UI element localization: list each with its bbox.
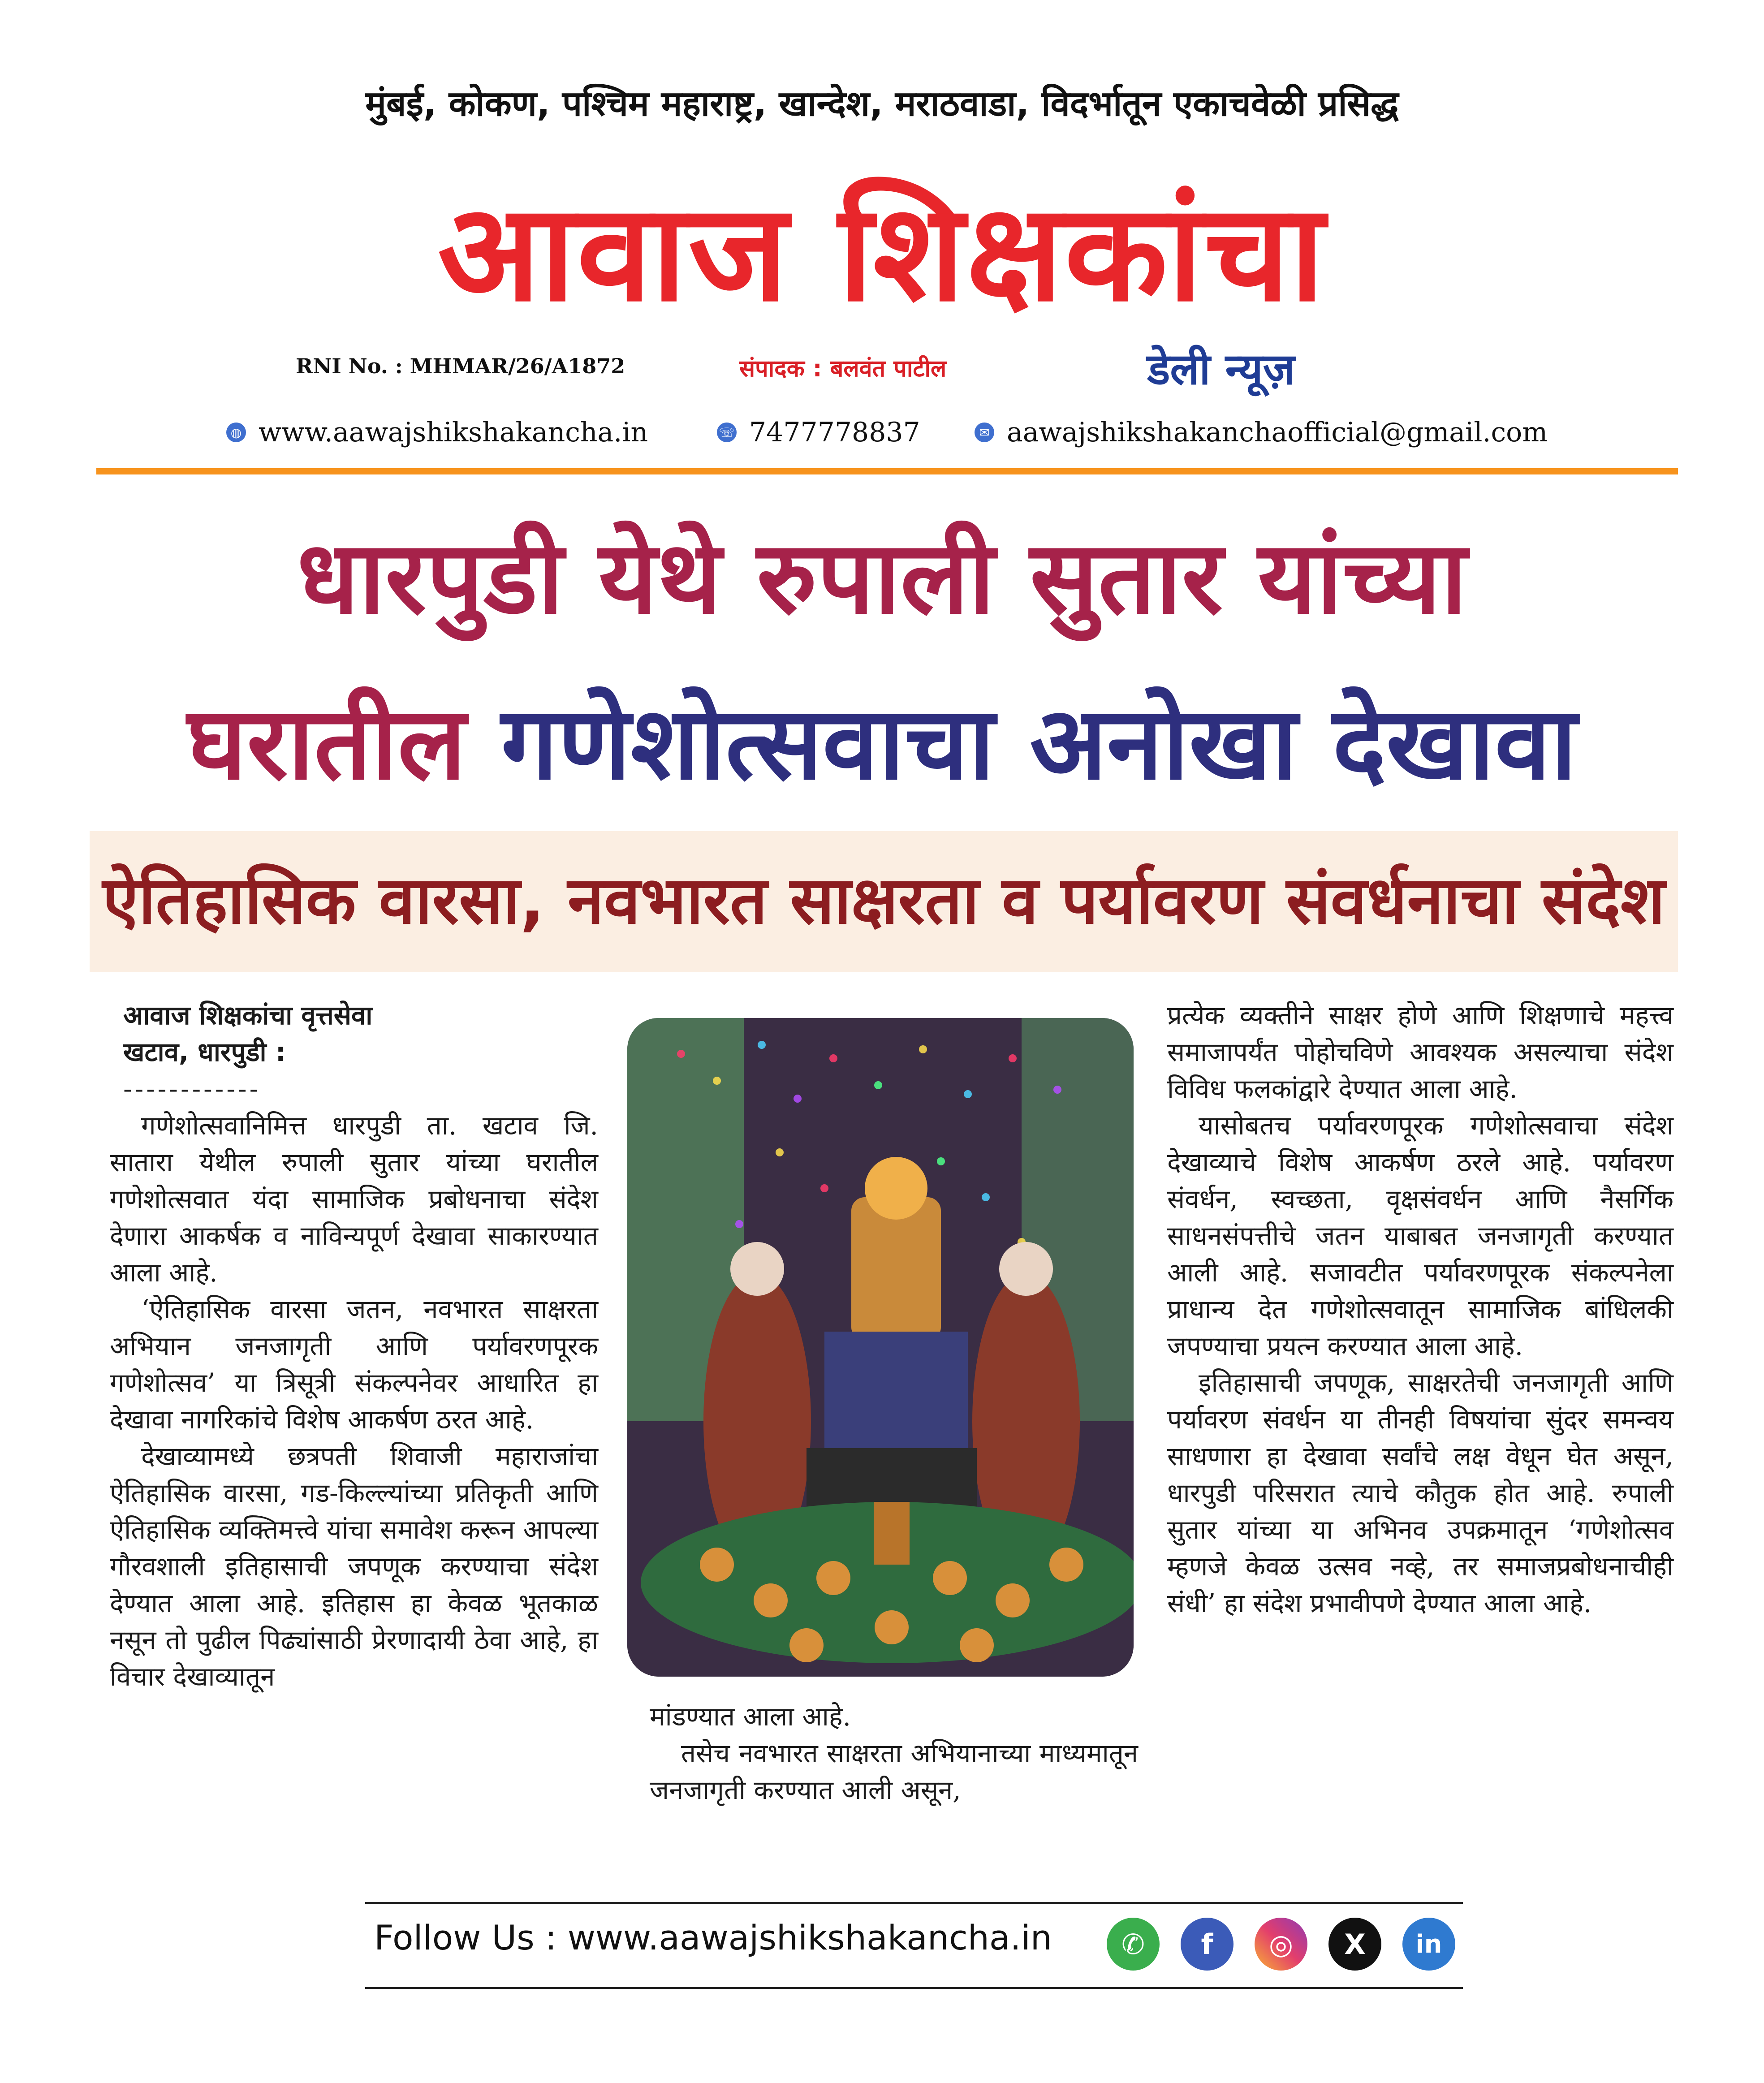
paragraph: ‘ऐतिहासिक वारसा जतन, नवभारत साक्षरता अभियान जनजागृती आणि पर्यावरणपूरक गणेशोत्सव’ या त्रिसूत्री संकल्पनेवर आधारित हा देखावा नागरिकांचे विशेष आकर्षण ठरत आहे.	[110, 1294, 598, 1435]
footer-top-rule	[365, 1902, 1463, 1904]
follow-us-link[interactable]: Follow Us : www.aawajshikshakancha.in	[374, 1918, 1052, 1958]
rni-number: RNI No. : MHMAR/26/A1872	[296, 354, 625, 378]
daily-news-label: डेली न्यूज़	[1147, 344, 1295, 394]
globe-icon: ◍	[226, 423, 246, 442]
byline-divider: ------------	[123, 1074, 261, 1104]
article-column-1	[110, 997, 598, 1695]
paragraph: तसेच नवभारत साक्षरता अभियानाच्या माध्यमातून जनजागृती करण्यात आली असून,	[650, 1738, 1138, 1805]
paragraph: देखाव्यामध्ये छत्रपती शिवाजी महाराजांचा ऐतिहासिक वारसा, गड-किल्ल्यांच्या प्रतिकृती आणि ऐतिहासिक व्यक्तिमत्त्वे यांचा समावेश करून आपल्या गौरवशाली इतिहासाची जपणूक करण्याचा संदेश देण्यात आला आहे. इतिहास हा केवळ भूतकाळ नसून तो पुढील पिढ्यांसाठी प्रेरणादायी ठेवा आहे, हा विचार देखाव्यातून	[110, 1441, 598, 1692]
masthead-title: आवाज शिक्षकांचा	[437, 175, 1327, 331]
phone-text[interactable]: 7477778837	[749, 417, 920, 448]
paragraph: मांडण्यात आला आहे.	[650, 1701, 851, 1732]
editor-name: संपादक : बलवंत पाटील	[739, 355, 947, 382]
photo-illustration	[627, 1018, 1134, 1677]
byline-agency: आवाज शिक्षकांचा वृत्तसेवा	[123, 1000, 373, 1031]
ganesh-decoration-photo	[627, 1018, 1134, 1677]
headline-line-2	[0, 681, 1764, 806]
article-column-3	[1167, 997, 1673, 1622]
masthead-divider	[96, 468, 1678, 474]
contact-phone[interactable]	[717, 417, 920, 448]
byline-place: खटाव, धारपुडी :	[123, 1037, 286, 1067]
linkedin-icon[interactable]: in	[1402, 1918, 1455, 1971]
whatsapp-icon[interactable]: ✆	[1107, 1918, 1160, 1971]
mail-icon: ✉	[975, 423, 994, 442]
contact-website[interactable]	[226, 417, 648, 448]
contact-email[interactable]	[975, 417, 1548, 448]
paragraph: यासोबतच पर्यावरणपूरक गणेशोत्सवाचा संदेश देखाव्याचे विशेष आकर्षण ठरले आहे. पर्यावरण संवर्धन, स्वच्छता, वृक्षसंवर्धन आणि नैसर्गिक साधनसंपत्तीचे जतन याबाबत जनजागृती करण्यात आली आहे. सजावटीत पर्यावरणपूरक संकल्पनेला प्राधान्य देत गणेशोत्सवातून सामाजिक बांधिलकी जपण्याचा प्रयत्न करण्यात आला आहे.	[1167, 1110, 1673, 1361]
phone-icon: ☏	[717, 423, 737, 442]
headline-line-1: धारपुडी येथे रुपाली सुतार यांच्या	[297, 519, 1467, 637]
instagram-icon[interactable]: ◎	[1255, 1918, 1307, 1971]
email-text[interactable]: aawajshikshakanchaofficial@gmail.com	[1007, 417, 1548, 448]
paragraph: प्रत्येक व्यक्तीने साक्षर होणे आणि शिक्षणाचे महत्त्व समाजापर्यंत पोहोचविणे आवश्यक असल्याचा संदेश विविध फलकांद्वारे देण्यात आला आहे.	[1167, 1000, 1673, 1104]
footer-bottom-rule	[365, 1987, 1463, 1989]
paragraph: गणेशोत्सवानिमित्त धारपुडी ता. खटाव जि. सातारा येथील रुपाली सुतार यांच्या घरातील गणेशोत्सवात यंदा सामाजिक प्रबोधनाचा संदेश देणारा आकर्षक व नाविन्यपूर्ण देखावा साकारण्यात आला आहे.	[110, 1110, 598, 1288]
headline-line-2-part-1: घरातील	[187, 685, 466, 802]
article-column-2	[650, 1698, 1138, 1808]
subheadline: ऐतिहासिक वारसा, नवभारत साक्षरता व पर्यावरण संवर्धनाचा संदेश	[102, 863, 1665, 939]
x-icon[interactable]: X	[1328, 1918, 1381, 1971]
paragraph: इतिहासाची जपणूक, साक्षरतेची जनजागृती आणि पर्यावरण संवर्धन या तीनही विषयांचा सुंदर समन्वय साधणारा हा देखावा सर्वांचे लक्ष वेधून घेत असून, धारपुडी परिसरात त्याचे कौतुक होत आहे. रुपाली सुतार यांच्या या अभिनव उपक्रमातून ‘गणेशोत्सव म्हणजे केवळ उत्सव नव्हे, तर समाजप्रबोधनाचीही संधी’ हा संदेश प्रभावीपणे देण्यात आला आहे.	[1167, 1367, 1673, 1618]
regions-line: मुंबई, कोकण, पश्चिम महाराष्ट्र, खान्देश, मराठवाडा, विदर्भातून एकाचवेळी प्रसिद्ध	[365, 84, 1399, 124]
headline-line-2-part-2: गणेशोत्सवाचा अनोखा देखावा	[501, 685, 1577, 802]
facebook-icon[interactable]: f	[1181, 1918, 1234, 1971]
website-text[interactable]: www.aawajshikshakancha.in	[259, 417, 648, 448]
